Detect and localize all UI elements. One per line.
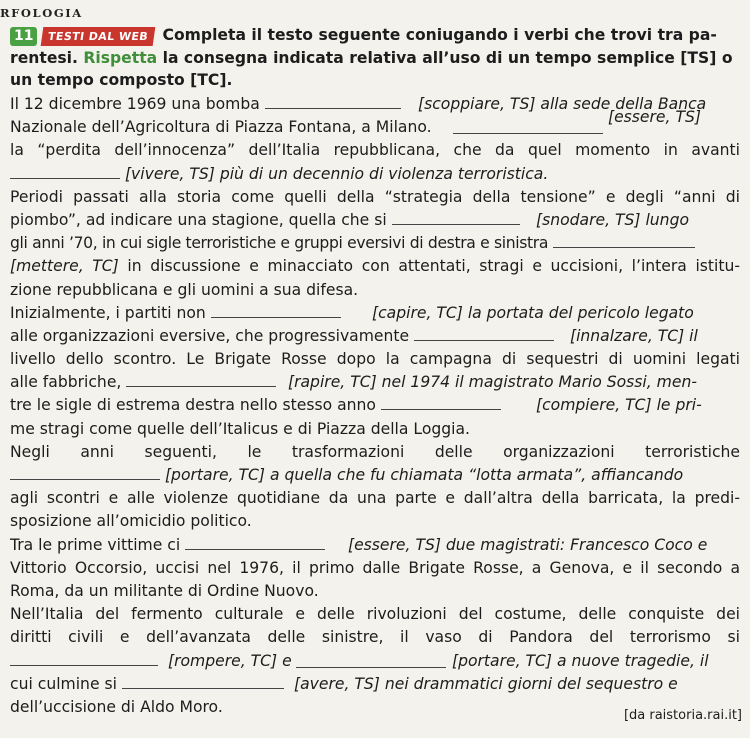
text-line: [mettere, TC] in discussione e minacciato con attentati, stragi e uccisioni, l’intera istitu- bbox=[10, 257, 740, 276]
answer-blank[interactable] bbox=[381, 395, 501, 410]
answer-blank[interactable] bbox=[211, 303, 341, 318]
text-line: [rompere, TC] e [portare, TC] a nuove tragedie, il bbox=[10, 650, 740, 673]
text-line: cui culmine si [avere, TS] nei drammatici giorni del sequestro e bbox=[10, 674, 678, 693]
text-line: tre le sigle di estrema destra nello stesso anno [compiere, TC] le pri- bbox=[10, 396, 702, 415]
exercise-tag: TESTI DAL WEB bbox=[41, 27, 156, 46]
instruction-line-c: un tempo composto [TC]. bbox=[10, 71, 233, 90]
text-line: Inizialmente, i partiti non [capire, TC] la portata del pericolo legato bbox=[10, 303, 694, 322]
text-line: Vittorio Occorsio, uccisi nel 1976, il primo dalle Brigate Rosse, a Genova, e il secondo a bbox=[10, 558, 740, 577]
text-line: Tra le prime vittime ci [essere, TS] due magistrati: Francesco Coco e bbox=[10, 535, 708, 554]
answer-blank[interactable] bbox=[265, 94, 401, 109]
answer-blank[interactable] bbox=[185, 535, 325, 550]
text-line: Periodi passati alla storia come quelli della “strategia della tensione” e degli “anni di bbox=[10, 187, 740, 206]
text-line: piombo”, ad indicare una stagione, quella che si [snodare, TS] lungo bbox=[10, 210, 690, 229]
answer-blank[interactable] bbox=[453, 119, 603, 134]
text-line: alle organizzazioni eversive, che progressivamente [innalzare, TC] il bbox=[10, 326, 698, 345]
exercise-text bbox=[10, 93, 740, 719]
answer-blank[interactable] bbox=[126, 372, 276, 387]
text-line: gli anni ’70, in cui sigle terroristiche e gruppi eversivi di destra e sinistra bbox=[10, 232, 740, 255]
text-line: diritti civili e dell’avanzata delle sinistre, il vaso di Pandora del terrorismo si bbox=[10, 628, 740, 647]
instruction-line-a: Completa il testo seguente coniugando i verbi che trovi tra pa- bbox=[162, 26, 717, 44]
text-line: sposizione all’omicidio politico. bbox=[10, 512, 252, 531]
answer-blank[interactable] bbox=[122, 674, 284, 689]
answer-blank[interactable] bbox=[10, 465, 160, 480]
text-line: dell’uccisione di Aldo Moro. bbox=[10, 697, 223, 716]
text-line: [portare, TC] a quella che fu chiamata “lotta armata”, affiancando bbox=[10, 464, 740, 487]
text-line: alle fabbriche, [rapire, TC] nel 1974 il magistrato Mario Sossi, men- bbox=[10, 373, 697, 392]
text-line: me stragi come quelle dell’Italicus e di Piazza della Loggia. bbox=[10, 419, 471, 438]
source-citation: [da raistoria.rai.it] bbox=[623, 708, 742, 723]
answer-blank[interactable] bbox=[414, 326, 554, 341]
text-line: zione repubblicana e gli uomini a sua difesa. bbox=[10, 280, 359, 299]
answer-blank[interactable] bbox=[296, 653, 446, 668]
answer-blank[interactable] bbox=[10, 164, 120, 179]
text-line: Nazionale dell’Agricoltura di Piazza Fontana, a Milano. [essere, TS] bbox=[10, 108, 701, 137]
text-line: livello dello scontro. Le Brigate Rosse dopo la campagna di sequestri di uomini legati bbox=[10, 350, 740, 369]
text-line: [vivere, TS] più di un decennio di violenza terroristica. bbox=[10, 163, 740, 186]
text-line: Il 12 dicembre 1969 una bomba [scoppiare, TS] alla sede della Banca bbox=[10, 95, 707, 113]
text-line: la “perdita dell’innocenza” dell’Italia repubblicana, che da quel momento in avanti bbox=[10, 141, 740, 160]
instruction-highlight: Rispetta bbox=[83, 48, 158, 67]
text-line: Roma, da un militante di Ordine Nuovo. bbox=[10, 581, 319, 600]
section-header: RFOLOGIA bbox=[0, 6, 83, 20]
exercise-instructions bbox=[10, 24, 740, 92]
exercise-number: 11 bbox=[10, 27, 37, 46]
answer-blank[interactable] bbox=[392, 210, 520, 225]
answer-blank[interactable] bbox=[553, 233, 695, 248]
instruction-line-b: rentesi. Rispetta la consegna indicata relativa all’uso di un tempo semplice [TS] o bbox=[10, 48, 733, 67]
answer-blank[interactable] bbox=[10, 651, 158, 666]
text-line: agli scontri e alle violenze quotidiane da una parte e dall’altra della barricata, la predi- bbox=[10, 489, 740, 508]
text-line: Nell’Italia del fermento culturale e delle rivoluzioni del costume, delle conquiste dei bbox=[10, 605, 740, 624]
text-line: Negli anni seguenti, le trasformazioni delle organizzazioni terroristiche bbox=[10, 442, 740, 461]
